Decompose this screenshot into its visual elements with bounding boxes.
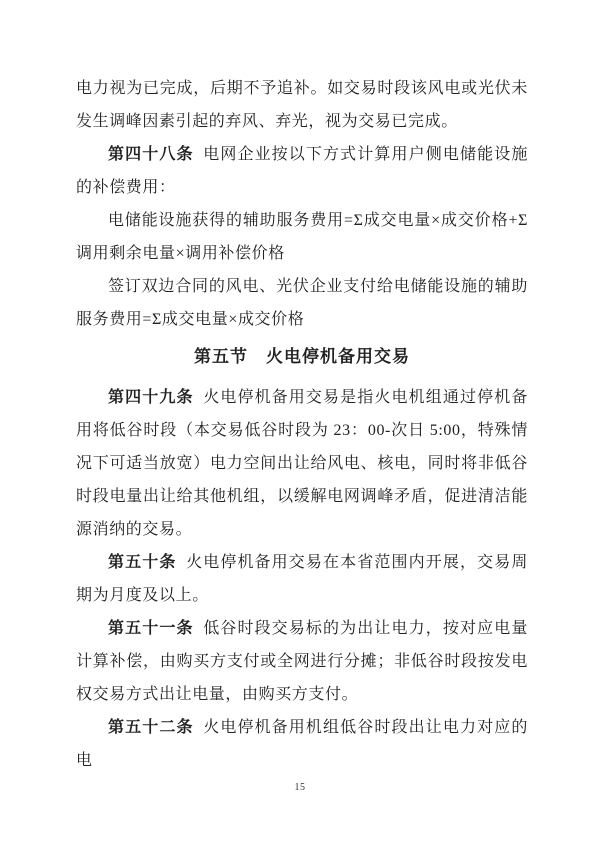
article-number: 第五十二条	[108, 719, 194, 736]
paragraph-formula-2	[76, 270, 528, 336]
paragraph-article-48	[76, 138, 528, 204]
paragraph-article-52	[76, 711, 528, 777]
page-number: 15	[294, 782, 306, 793]
article-number: 第五十一条	[108, 620, 194, 637]
paragraph-text: 低谷时段交易标的为出让电力，按对应电量计算补偿，由购买方支付或全网进行分摊；非低谷时段按发电权交易方式出让电量，由购买方支付。	[76, 620, 528, 703]
paragraph	[76, 72, 528, 138]
paragraph-article-49	[76, 381, 528, 546]
paragraph-text: 签订双边合同的风电、光伏企业支付给电储能设施的辅助服务费用=Σ成交电量×成交价格	[76, 278, 528, 328]
paragraph-text: 火电停机备用交易在本省范围内开展，交易周期为月度及以上。	[76, 554, 528, 604]
section-heading: 第五节 火电停机备用交易	[194, 347, 410, 366]
article-number: 第四十九条	[108, 389, 194, 406]
article-number: 第五十条	[108, 554, 177, 571]
paragraph-text: 电储能设施获得的辅助服务费用=Σ成交电量×成交价格+Σ调用剩余电量×调用补偿价格	[76, 212, 528, 262]
paragraph-text: 电力视为已完成，后期不予追补。如交易时段该风电或光伏未发生调峰因素引起的弃风、弃光，视为交易已完成。	[76, 80, 528, 130]
paragraph-text: 电网企业按以下方式计算用户侧电储能设施的补偿费用：	[76, 146, 528, 196]
article-number: 第四十八条	[108, 146, 194, 163]
paragraph-text: 火电停机备用机组低谷时段出让电力对应的电	[76, 719, 528, 769]
paragraph-article-51	[76, 612, 528, 711]
paragraph-text: 火电停机备用交易是指火电机组通过停机备用将低谷时段（本交易低谷时段为 23：00-次日 5:00，特殊情况下可适当放宽）电力空间出让给风电、核电，同时将非低谷时段电量出让给其他机组，以缓解电网调峰矛盾，促进清洁能源消纳的交易。	[76, 389, 528, 538]
paragraph-article-50	[76, 546, 528, 612]
paragraph-formula-1	[76, 204, 528, 270]
